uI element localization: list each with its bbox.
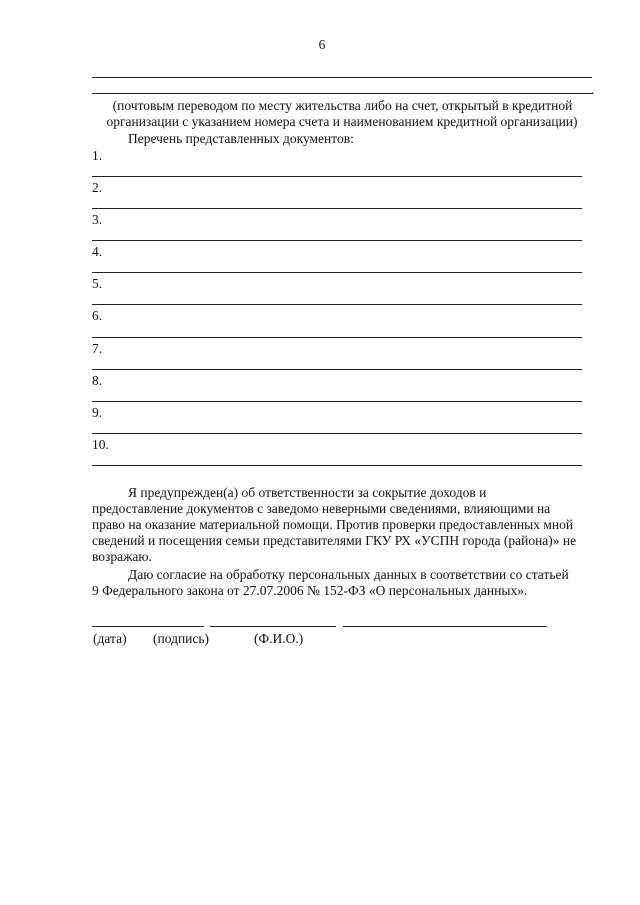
document-item-line: [92, 337, 582, 338]
blank-line: [92, 93, 592, 94]
document-item-line: [92, 465, 582, 466]
signature-sign-line: [210, 626, 336, 627]
signature-sign-label: (подпись): [153, 631, 210, 646]
document-item-line: [92, 433, 582, 434]
warning-line3: право на оказание материальной помощи. Против проверки предоставленных мной: [92, 517, 574, 532]
document-item-number: 1.: [92, 148, 103, 163]
signature-date-line: [92, 626, 204, 627]
page-number: 6: [318, 37, 326, 52]
document-item-line: [92, 369, 582, 370]
document-item-line: [92, 304, 582, 305]
payment-note-line2: организации с указанием номера счета и наименованием кредитной организации): [106, 114, 578, 129]
document-item-number: 5.: [92, 276, 103, 291]
document-item-line: [92, 208, 582, 209]
document-item-number: 10.: [92, 437, 109, 452]
signature-name-line: [343, 626, 547, 627]
documents-title: Перечень представленных документов:: [128, 131, 354, 146]
document-item-number: 2.: [92, 180, 103, 195]
payment-note-line1: (почтовым переводом по месту жительства либо на счет, открытый в кредитной: [112, 98, 573, 113]
document-item-number: 8.: [92, 373, 103, 388]
warning-line4: сведений и посещения семьи представителями ГКУ РХ «УСПН города (района)» не: [92, 533, 577, 548]
document-item-number: 7.: [92, 341, 103, 356]
document-item-line: [92, 272, 582, 273]
document-item-number: 4.: [92, 244, 103, 259]
signature-name-label: (Ф.И.О.): [254, 631, 304, 646]
document-item-line: [92, 176, 582, 177]
consent-line2: 9 Федерального закона от 27.07.2006 № 152-ФЗ «О персональных данных».: [92, 583, 528, 598]
signature-date-label: (дата): [93, 631, 127, 646]
document-item-line: [92, 401, 582, 402]
line-end-dot: .: [591, 82, 595, 97]
document-item-number: 3.: [92, 212, 103, 227]
document-item-number: 6.: [92, 308, 103, 323]
consent-line1: Даю согласие на обработку персональных данных в соответствии со статьей: [128, 567, 569, 582]
warning-line5: возражаю.: [92, 549, 152, 564]
warning-line1: Я предупрежден(а) об ответственности за сокрытие доходов и: [128, 485, 487, 500]
document-item-number: 9.: [92, 405, 103, 420]
blank-line: [92, 77, 592, 78]
warning-line2: предоставление документов с заведомо неверными сведениями, влияющими на: [92, 501, 551, 516]
document-item-line: [92, 240, 582, 241]
